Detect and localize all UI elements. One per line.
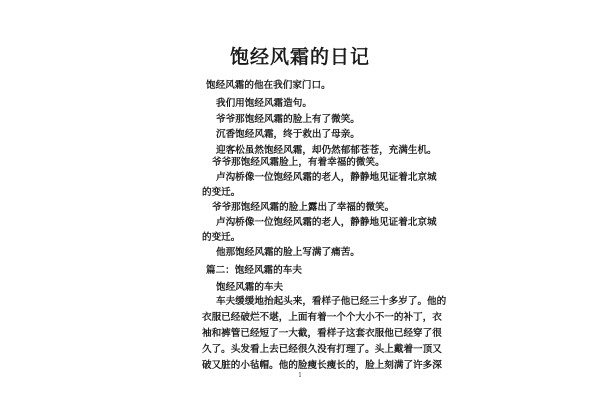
text-line: 袖和裤管已经短了一大截，看样子这套衣服他已经穿了很 [202,328,442,339]
text-line: 爷爷那饱经风霜的脸上有了微笑。 [216,114,360,125]
text-line: 沉香饱经风霜，终于救出了母亲。 [216,129,360,140]
text-line: 破又脏的小毡帽。他的脸瘦长瘦长的，脸上刻满了许多深 [202,360,442,371]
text-line: 爷爷那饱经风霜脸上，有着幸福的微笑。 [212,157,385,168]
document-title: 饱经风霜的日记 [229,46,370,68]
text-line: 迎客松虽然饱经风霜，却仍然郁郁苍苍，充满生机。 [216,145,437,156]
section-subheading: 饱经风霜的车夫 [216,282,284,293]
text-line: 的变迁。 [202,232,241,243]
text-line: 的变迁。 [202,187,241,198]
section-heading: 篇二：饱经风霜的车夫 [206,265,302,276]
text-line: 久了。头发看上去已经很久没有打理了。头上戴着一顶又 [202,344,442,355]
text-line: 衣服已经破烂不堪，上面有着一个个大小不一的补丁，衣 [202,312,442,323]
text-line: 卢沟桥像一位饱经风霜的老人，静静地见证着北京城 [216,217,437,228]
text-line: 车夫缓缓地抬起头来，看样子他已经三十多岁了。他的 [216,296,447,307]
text-line: 爷爷那饱经风霜的脸上露出了幸福的微笑。 [212,202,395,213]
text-line: 他那饱经风霜的脸上写满了痛苦。 [216,247,360,258]
text-line: 我们用饱经风霜造句。 [216,98,312,109]
text-line: 饱经风霜的他在我们家门口。 [206,80,331,91]
page-number: 1 [298,372,302,379]
text-line: 卢沟桥像一位饱经风霜的老人，静静地见证着北京城 [216,172,437,183]
